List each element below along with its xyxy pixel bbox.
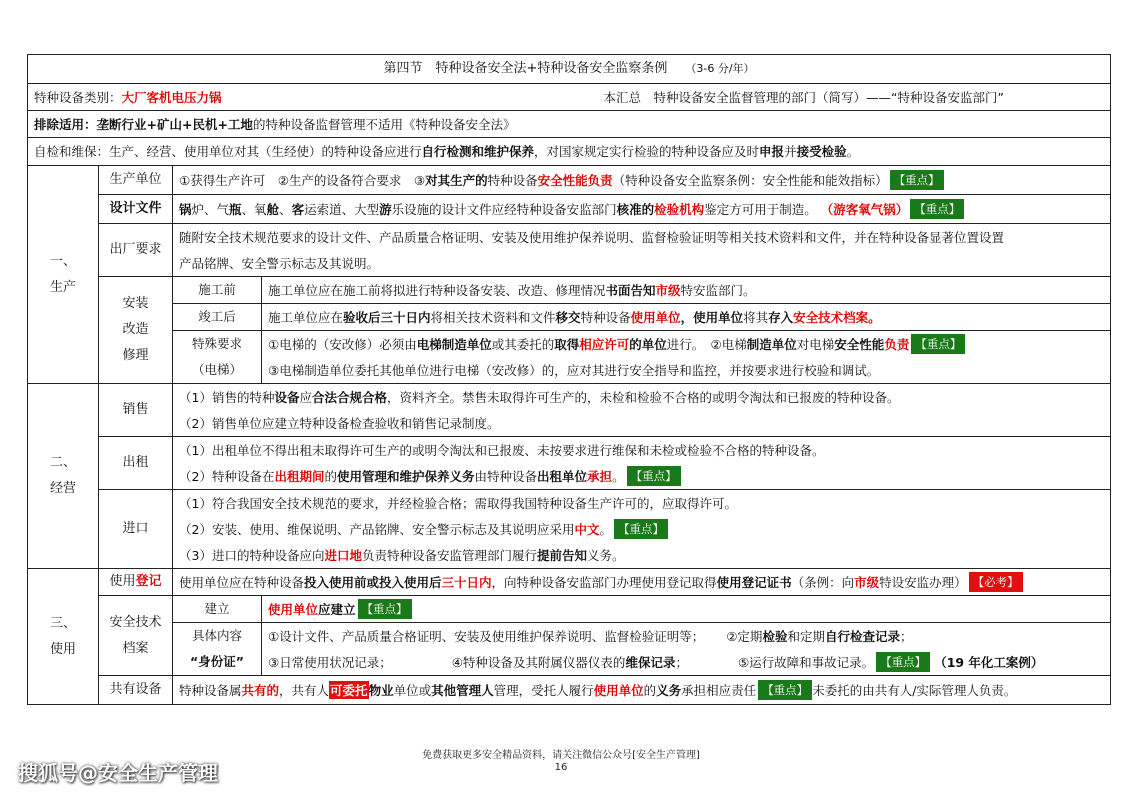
text: 未委托的由共有人/实际管理人负责。 [812, 683, 1017, 698]
watermark: 搜狐号@安全生产管理 [18, 761, 218, 785]
text: 进口地 [324, 548, 362, 563]
sale-text [173, 384, 1110, 410]
import-text: （1）符合我国安全技术规范的要求，并经检验合格；需取得我国特种设备生产许可的，应取得许可。 [179, 496, 737, 511]
text: 特种设备属 [179, 683, 242, 698]
selfcheck-text: 并 [784, 144, 797, 159]
text: 检验机构 [654, 202, 705, 217]
selfcheck-text: 。 [846, 144, 860, 159]
text: 共有的 [241, 683, 280, 698]
text: 、 [279, 202, 292, 217]
text: ， [680, 310, 694, 325]
text: 物业 [368, 683, 394, 698]
import-text [173, 542, 1110, 568]
text: ，向特种设备安监部门办理使用登记取得 [491, 575, 717, 590]
section-name: 经营 [49, 481, 76, 496]
text: 投入使用前或投入使用后 [304, 575, 442, 590]
rent-label: 出租 [122, 455, 149, 470]
category-label: 特种设备类别： [34, 89, 122, 105]
text: 使用登记证书 [716, 575, 792, 590]
section-business [28, 383, 1110, 568]
text: 。 [599, 522, 612, 537]
text: 将相关技术资料和文件 [430, 310, 556, 325]
text: 由特种设备 [474, 469, 538, 484]
text: 将其 [743, 310, 769, 325]
text: 具体内容 [191, 628, 242, 643]
category-value: 大厂客机电压力锅 [121, 89, 222, 105]
text: 单位或 [393, 683, 432, 698]
text: 应建立 [318, 602, 356, 617]
sale-label: 销售 [122, 402, 149, 417]
after-label: 竣工后 [198, 309, 236, 324]
section-number: 二、 [49, 455, 76, 470]
text: 使用单位应在特种设备 [179, 575, 305, 590]
text: 核准的 [616, 202, 655, 217]
design-text [173, 195, 1110, 223]
selfcheck-bold: 接受检验 [796, 144, 847, 159]
key-point-badge: 【重点】 [614, 519, 668, 539]
section-label [28, 166, 98, 383]
text: ①设计文件、产品质量合格证明、安装及使用维护保养说明、监督检验证明等； [268, 629, 705, 644]
text: 三十日内 [441, 575, 492, 590]
special-label [173, 331, 261, 383]
shared-text [173, 676, 1110, 704]
text: ，资料齐全。禁售未取得许可生产的，未检和检验不合格的或明令淘汰和已报废的特种设备。 [387, 390, 900, 405]
text: 的单位 [629, 337, 667, 352]
before-label: 施工前 [198, 282, 236, 297]
text: 承担相应责任 [681, 683, 757, 698]
section-title [28, 55, 1110, 83]
text: 提前告知 [537, 548, 588, 563]
category-summary: 本汇总 特种设备安全监督管理的部门（简写）——“特种设备安监部门” [603, 89, 1004, 105]
section-number: 一、 [49, 253, 76, 269]
text: 存入 [768, 310, 794, 325]
text: 维保记录 [625, 655, 676, 670]
text: 、氧 [241, 202, 267, 217]
text: 义务。 [587, 548, 625, 563]
text: ； [675, 655, 688, 670]
key-point-badge: 【重点】 [911, 334, 965, 354]
text: 电梯制造单位 [416, 337, 492, 352]
text: 应 [299, 390, 312, 405]
text: 安全性能 [834, 337, 885, 352]
page-number: 16 [554, 762, 568, 773]
text: （特种设备安全监察条例：安全性能和能效指标） [612, 173, 888, 188]
selfcheck-bold: 自行检测和维护保养 [421, 144, 535, 159]
archive-label [99, 596, 172, 675]
text: 中文 [574, 522, 600, 537]
text: 特殊要求 [191, 336, 242, 351]
text: 使用 [109, 574, 136, 589]
key-point-badge: 【重点】 [758, 680, 812, 700]
key-point-badge: 【重点】 [627, 466, 681, 486]
factory-text: 随附安全技术规范要求的设计文件、产品质量合格证明、安装及使用维护保养说明、监督检验证明等相关技术资料和文件，并在特种设备显著位置设置 [179, 230, 1005, 245]
producer-text [173, 166, 1110, 194]
text: 安全性能负责 [537, 173, 613, 188]
text: 出租单位 [537, 469, 588, 484]
text: 舱 [266, 202, 280, 217]
text: 炉、气 [191, 202, 230, 217]
text: （电梯） [191, 362, 242, 377]
content-text [262, 649, 1110, 675]
text: （2）特种设备在 [179, 469, 275, 484]
text: （19 年化工案例） [934, 655, 1044, 670]
register-label [99, 569, 172, 595]
content-label [173, 623, 261, 675]
producer-label: 生产单位 [109, 172, 162, 187]
text: 验收后三十日内 [343, 310, 431, 325]
build-label: 建立 [204, 601, 230, 616]
selfcheck-bold: 申报 [759, 144, 785, 159]
text: 对电梯 [796, 337, 835, 352]
text: 进行。 ②电梯 [666, 337, 747, 352]
text: “身份证” [190, 654, 244, 669]
exclusion-label: 排除适用： [34, 116, 97, 132]
text: 设备 [274, 390, 300, 405]
text: （2）安装、使用、维保说明、产品铭牌、安全警示标志及其说明应采用 [179, 522, 575, 537]
footer-text: 免费获取更多安全精品资料，请关注微信公众号[安全生产管理] [422, 750, 700, 761]
text: 其他管理人 [431, 683, 494, 698]
text: 对其生产的 [425, 173, 488, 188]
import-label: 进口 [122, 521, 149, 536]
text: 制造单位 [746, 337, 797, 352]
section-label [28, 569, 98, 704]
text: 安全技术档案。 [793, 310, 881, 325]
category-row [28, 83, 1110, 110]
text: 相应许可 [579, 337, 630, 352]
install-label [99, 277, 172, 383]
text: 锅 [179, 202, 192, 217]
title-row [28, 55, 1110, 83]
selfcheck-row [28, 137, 1110, 165]
text: 乐设施的设计文件应经特种设备安监部门 [391, 202, 617, 217]
text: 可委托 [330, 683, 368, 698]
exclusion-row [28, 110, 1110, 137]
text: 特安监部门。 [680, 283, 756, 298]
key-point-badge: 【重点】 [876, 652, 930, 672]
text: 义务 [656, 683, 682, 698]
factory-label: 出厂要求 [109, 242, 162, 257]
text: ，共有人 [279, 683, 330, 698]
text: 使用单位 [268, 602, 319, 617]
text: 取得 [554, 337, 580, 352]
sale-text: （2）销售单位应建立特种设备检查验收和销售记录制度。 [179, 416, 500, 431]
text: 或其委托的 [491, 337, 555, 352]
text: （游客氧气锅） [820, 202, 909, 217]
text: 改造 [122, 322, 149, 337]
register-text [173, 569, 1110, 595]
import-text [173, 516, 1110, 542]
text: 承担 [587, 469, 613, 484]
content-text [262, 623, 1110, 649]
text: ； [899, 629, 913, 644]
text: 客 [291, 202, 305, 217]
section-label [28, 384, 98, 568]
before-text [262, 277, 1110, 303]
special-text: ③电梯制造单位委托其他单位进行电梯（安改修）的，应对其进行安全指导和监控，并按要求进行校验和调试。 [268, 363, 880, 378]
after-text [262, 304, 1110, 330]
text: 使用单位 [630, 310, 681, 325]
text: 负责 [884, 337, 910, 352]
text: 登记 [135, 574, 162, 589]
text: 自行检查记录 [824, 629, 900, 644]
text: 出租期间 [274, 469, 325, 484]
key-point-badge: 【重点】 [910, 199, 964, 219]
text: ⑤运行故障和事故记录。 [737, 655, 875, 670]
text: ①获得生产许可 ②生产的设备符合要求 ③ [179, 173, 426, 188]
selfcheck-text: ，对国家规定实行检验的特种设备应及时 [534, 144, 760, 159]
text: 档案 [122, 640, 149, 656]
key-point-badge: 【重点】 [358, 599, 412, 619]
text: 游 [379, 202, 392, 217]
text: 合法合规合格 [312, 390, 388, 405]
regulation-table [27, 54, 1111, 705]
key-point-badge: 【重点】 [890, 170, 944, 190]
text: 书面告知 [605, 283, 656, 298]
special-text [262, 331, 1110, 357]
text: 的 [643, 683, 657, 698]
text: ①电梯的（安改修）必须由 [268, 337, 417, 352]
text: ②定期 [726, 629, 763, 644]
exclusion-rest: 的特种设备监督管理不适用《特种设备安全法》 [252, 116, 516, 132]
must-test-badge: 【必考】 [969, 572, 1023, 592]
text: 特设安监办理） [879, 575, 967, 590]
exclusion-value: 垄断行业+矿山+民机+工地 [96, 116, 253, 132]
text: （3）进口的特种设备应向 [179, 548, 325, 563]
text: ③日常使用状况记录； [268, 655, 392, 670]
text: 施工单位应在施工前将拟进行特种设备安装、改造、修理情况 [268, 283, 606, 298]
section-number: 三、 [49, 615, 76, 631]
design-label: 设计文件 [109, 201, 162, 216]
text: （1）销售的特种 [179, 390, 275, 405]
selfcheck-text: 自检和维保：生产、经营、使用单位对其（生经使）的特种设备应进行 [34, 144, 422, 159]
text: 。 [612, 469, 625, 484]
text: 运索道、大型 [304, 202, 380, 217]
text: 特种设备 [487, 173, 538, 188]
text: 瓶 [229, 202, 242, 217]
rent-text [173, 463, 1110, 489]
text: 市级 [655, 283, 681, 298]
section-name: 使用 [49, 641, 76, 657]
text: ④特种设备及其附属仪器仪表的 [451, 655, 626, 670]
text: 修理 [122, 348, 149, 363]
section-usage [28, 568, 1110, 704]
title-note: （3-6 分/年） [685, 62, 755, 76]
text: 市级 [854, 575, 880, 590]
text: 安装 [122, 296, 149, 311]
build-text [262, 596, 1110, 622]
text: 管理，受托人履行 [493, 683, 594, 698]
text: 使用单位 [593, 683, 644, 698]
section-production [28, 165, 1110, 383]
text: 和定期 [787, 629, 825, 644]
title-text: 第四节 特种设备安全法+特种设备安全监察条例 [383, 61, 668, 77]
text: （条例：向 [791, 575, 855, 590]
text: 负责特种设备安监管理部门履行 [361, 548, 537, 563]
text: 安全技术 [109, 614, 162, 630]
text: 特种设备 [580, 310, 631, 325]
text: 鉴定方可用于制造。 [704, 202, 817, 217]
text: 移交 [555, 310, 581, 325]
text: 使用单位 [693, 310, 744, 325]
text: 的 [324, 469, 337, 484]
text: 施工单位应在 [268, 310, 344, 325]
text: 检验 [762, 629, 788, 644]
factory-text: 产品铭牌、安全警示标志及其说明。 [179, 256, 380, 271]
shared-label: 共有设备 [109, 682, 162, 697]
section-name: 生产 [49, 279, 76, 295]
text: 使用管理和维护保养义务 [337, 469, 475, 484]
rent-text: （1）出租单位不得出租未取得许可生产的或明令淘汰和已报废、未按要求进行维保和未检或检验不合格的特种设备。 [179, 443, 825, 458]
